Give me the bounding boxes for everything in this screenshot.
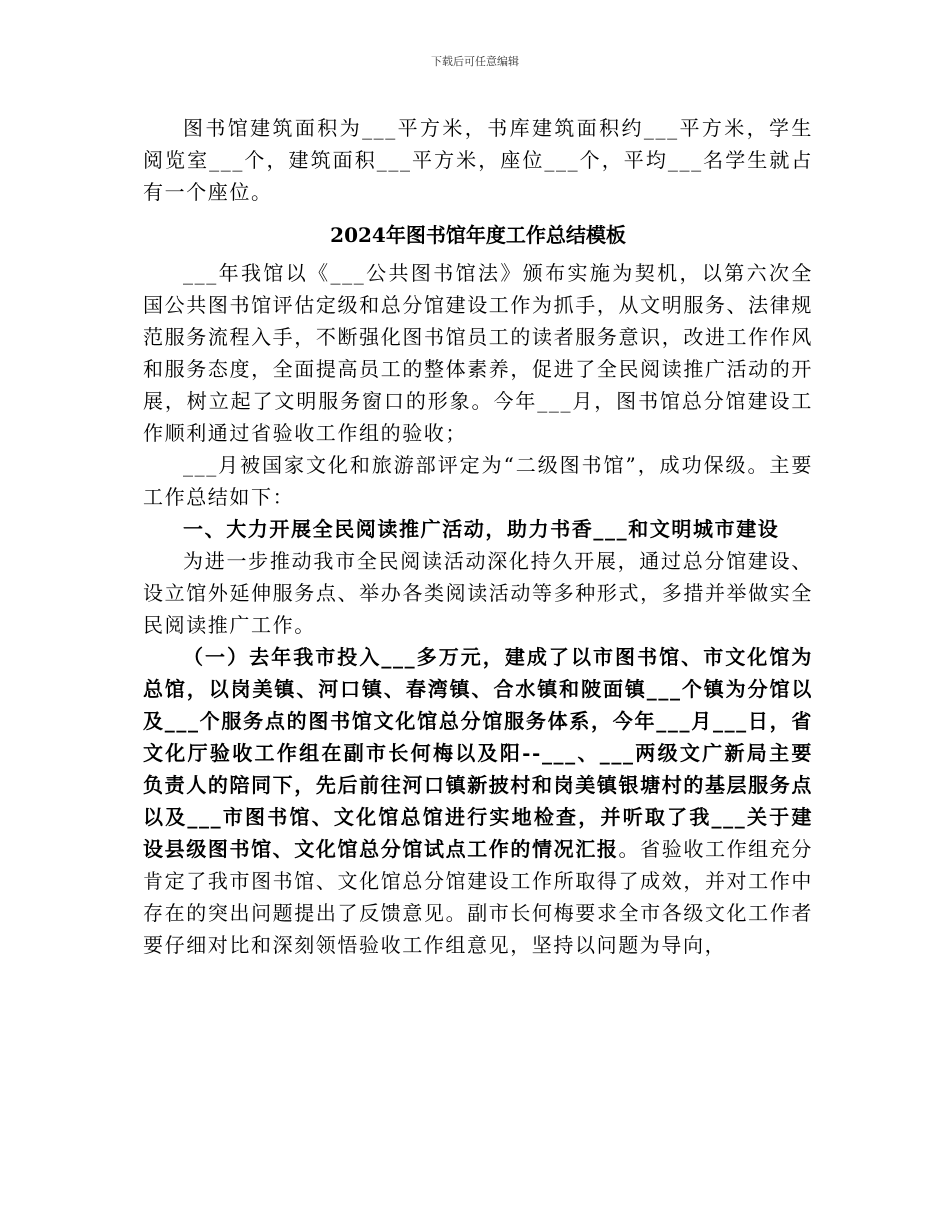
paragraph-4-bold: （一）去年我市投入___多万元，建成了以市图书馆、市文化馆为总馆，以岗美镇、河口镇、春湾镇、合水镇和陂面镇___个镇为分馆以及___个服务点的图书馆文化馆总分馆服务体系，今年___月___日，省文化厅验收工作组在副市长何梅以及阳--___、___两级文广新局主要负责人的陪同下，先后前往河口镇新披村和岗美镇银塘村的基层服务点以及___市图书馆、文化馆总馆进行实地检查，并听取了我___关于建设县级图书馆、文化馆总分馆试点工作的情况汇报 bbox=[143, 645, 813, 861]
section-1-heading: 一、大力开展全民阅读推广活动，助力书香___和文明城市建设 bbox=[183, 517, 780, 541]
page-header: 下载后可任意编辑 bbox=[431, 55, 519, 68]
paragraph-4-rest: 。省验收工作组充分肯定了我市图书馆、文化馆总分馆建设工作所取得了成效，并对工作中存在的突出问题提出了反馈意见。副市长何梅要求全市各级文化工作者要仔细对比和深刻领悟验收工作组意见，坚持以问题为导向， bbox=[143, 837, 814, 957]
paragraph-4 bbox=[143, 641, 813, 961]
document-body bbox=[143, 112, 813, 961]
paragraph-3: 为进一步推动我市全民阅读活动深化持久开展，通过总分馆建设、设立馆外延伸服务点、举办各类阅读活动等多种形式，多措并举做实全民阅读推广工作。 bbox=[143, 549, 813, 637]
intro-paragraph: 图书馆建筑面积为___平方米，书库建筑面积约___平方米，学生阅览室___个，建筑面积___平方米，座位___个，平均___名学生就占有一个座位。 bbox=[143, 116, 813, 204]
spacer bbox=[143, 208, 813, 214]
paragraph-1: ___年我馆以《___公共图书馆法》颁布实施为契机，以第六次全国公共图书馆评估定级和总分馆建设工作为抓手，从文明服务、法律规范服务流程入手，不断强化图书馆员工的读者服务意识，改进工作作风和服务态度，全面提高员工的整体素养，促进了全民阅读推广活动的开展，树立起了文明服务窗口的形象。今年___月，图书馆总分馆建设工作顺利通过省验收工作组的验收； bbox=[143, 261, 813, 445]
paragraph-2: ___月被国家文化和旅游部评定为“二级图书馆”，成功保级。主要工作总结如下： bbox=[143, 453, 813, 509]
document-title: 2024年图书馆年度工作总结模板 bbox=[330, 223, 626, 247]
